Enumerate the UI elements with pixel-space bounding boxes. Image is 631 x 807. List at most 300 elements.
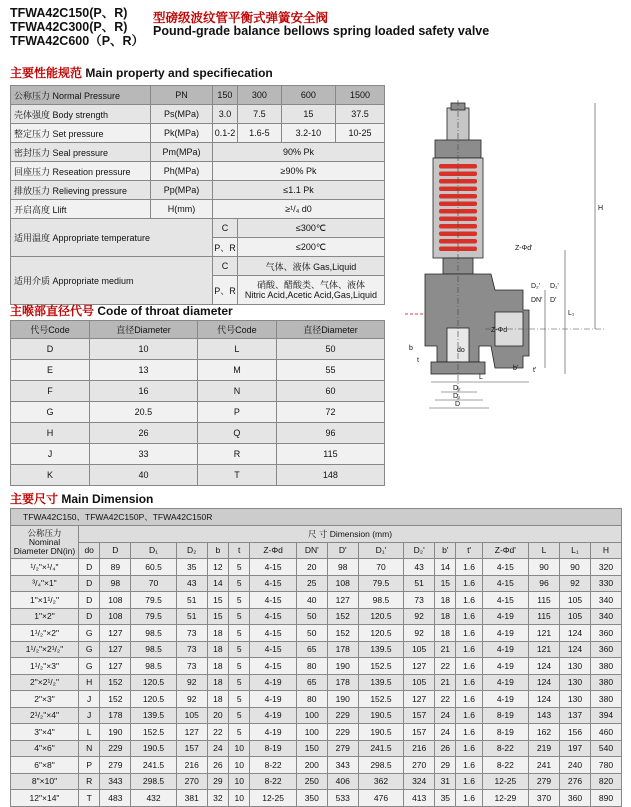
dimension-cell: 350: [296, 790, 327, 807]
dimension-cell: 139.5: [358, 641, 403, 658]
dimension-cell: 20: [207, 707, 228, 724]
dimension-table: [10, 508, 622, 807]
dimension-cell: 152.5: [358, 691, 403, 708]
dimension-cell: 1.6: [456, 724, 482, 741]
dimension-row: [11, 674, 622, 691]
dimension-row: [11, 691, 622, 708]
throat-cell: E: [11, 360, 90, 381]
dimension-nominal-cell: 2"×3": [11, 691, 79, 708]
dimension-cell: 8-19: [482, 724, 528, 741]
dimension-cell: 90: [560, 559, 591, 576]
dimension-cell: 79.5: [131, 592, 176, 609]
dimension-cell: 98: [100, 575, 131, 592]
throat-cell: 33: [89, 444, 197, 465]
dimension-cell: 190.5: [358, 707, 403, 724]
dimension-cell: 115: [529, 592, 560, 609]
throat-cell: M: [197, 360, 276, 381]
dimension-cell: 432: [131, 790, 176, 807]
dimension-cell: 29: [435, 757, 456, 774]
dimension-cell: 1.6: [456, 559, 482, 576]
dimension-cell: 8-22: [250, 757, 296, 774]
label-dn-prime: DN': [531, 297, 543, 304]
dimension-cell: 8-22: [482, 757, 528, 774]
dimension-cell: 152.5: [131, 724, 176, 741]
dimension-cell: 25: [296, 575, 327, 592]
spec-label: 开启高度 Llift: [11, 200, 151, 219]
label-h: H: [598, 205, 604, 212]
dimension-cell: 127: [176, 724, 207, 741]
spec-label: 密封压力 Seal pressure: [11, 143, 151, 162]
dimension-group-header: 尺 寸 Dimension (mm): [79, 526, 622, 543]
dimension-cell: 360: [560, 790, 591, 807]
dimension-cell: 124: [560, 641, 591, 658]
throat-col-diameter: 直径Diameter: [89, 321, 197, 339]
dimension-cell: 5: [229, 724, 250, 741]
dimension-row: [11, 592, 622, 609]
spec-symbol: Ps(MPa): [151, 105, 213, 124]
dimension-cell: 178: [327, 641, 358, 658]
dimension-cell: 115: [529, 608, 560, 625]
spec-cell: ≤300℃: [237, 219, 384, 238]
dimension-cell: 89: [100, 559, 131, 576]
dimension-cell: 130: [560, 658, 591, 675]
spec-symbol: Pk(MPa): [151, 124, 213, 143]
dimension-cell: 279: [327, 740, 358, 757]
spec-medium-en: Nitric Acid,Acetic Acid,Gas,Liquid: [244, 290, 377, 300]
dimension-cell: 1.6: [456, 575, 482, 592]
dimension-cell: 279: [529, 773, 560, 790]
spec-cell: ≤200℃: [237, 238, 384, 257]
dimension-cell: G: [79, 641, 100, 658]
dimension-cell: 343: [100, 773, 131, 790]
dimension-cell: 80: [296, 691, 327, 708]
throat-col-code: 代号Code: [197, 321, 276, 339]
spec-label: 整定压力 Set pressure: [11, 124, 151, 143]
dimension-cell: 330: [590, 575, 621, 592]
spec-symbol: Ph(MPa): [151, 162, 213, 181]
dimension-cell: 156: [560, 724, 591, 741]
label-d2: D₂: [453, 385, 461, 392]
throat-col-diameter: 直径Diameter: [276, 321, 384, 339]
dimension-cell: 10: [229, 740, 250, 757]
throat-col-code: 代号Code: [11, 321, 90, 339]
dimension-cell: 380: [590, 674, 621, 691]
dimension-cell: 137: [560, 707, 591, 724]
spec-cell: 150: [213, 86, 238, 105]
spec-cell: 37.5: [335, 105, 384, 124]
dimension-cell: 152: [327, 625, 358, 642]
dimension-cell: 394: [590, 707, 621, 724]
throat-heading: [10, 302, 233, 319]
spec-cell: ≥¹/₄ d0: [213, 200, 385, 219]
dimension-cell: 26: [207, 757, 228, 774]
dimension-cell: 5: [229, 625, 250, 642]
dimension-cell: 15: [207, 608, 228, 625]
dimension-cell: 92: [560, 575, 591, 592]
dimension-cell: 90: [529, 559, 560, 576]
spec-cell: 600: [281, 86, 335, 105]
dimension-nominal-cell: 4"×6": [11, 740, 79, 757]
spec-cell: 7.5: [237, 105, 281, 124]
dimension-row: [11, 658, 622, 675]
dimension-cell: 4-19: [250, 691, 296, 708]
model-600: TFWA42C600（P、R）: [10, 34, 145, 48]
dimension-cell: 105: [404, 641, 435, 658]
spec-cell: 1.6-5: [237, 124, 281, 143]
dimension-cell: 178: [327, 674, 358, 691]
dimension-cell: 190: [100, 724, 131, 741]
dimension-cell: L: [79, 724, 100, 741]
dimension-cell: D: [79, 608, 100, 625]
dimension-cell: 29: [207, 773, 228, 790]
dimension-cell: 79.5: [131, 608, 176, 625]
dimension-cell: 4-15: [250, 575, 296, 592]
model-300: TFWA42C300(P、R): [10, 20, 128, 34]
dimension-cell: 124: [529, 658, 560, 675]
dimension-cell: 124: [529, 674, 560, 691]
dimension-cell: 533: [327, 790, 358, 807]
model-list: [10, 6, 144, 48]
dimension-cell: 18: [435, 625, 456, 642]
dimension-cell: 229: [327, 724, 358, 741]
dimension-cell: 406: [327, 773, 358, 790]
dimension-cell: 51: [176, 592, 207, 609]
dimension-cell: 152: [327, 608, 358, 625]
spec-label: 排放压力 Relieving pressure: [11, 181, 151, 200]
throat-cell: G: [11, 402, 90, 423]
dimension-row: [11, 740, 622, 757]
spec-heading-cn: 主要性能规范: [10, 66, 83, 80]
throat-cell: 13: [89, 360, 197, 381]
spec-row-set: [11, 124, 385, 143]
dimension-cell: 240: [560, 757, 591, 774]
throat-cell: 60: [276, 381, 384, 402]
throat-row: [11, 423, 385, 444]
spec-cell: 90% Pk: [213, 143, 385, 162]
dimension-cell: 43: [404, 559, 435, 576]
dimension-nominal-cell: 6"×8": [11, 757, 79, 774]
dimension-model-row: [11, 509, 622, 526]
dimension-cell: 35: [435, 790, 456, 807]
dimension-cell: 476: [358, 790, 403, 807]
dimension-cell: 4-19: [482, 691, 528, 708]
dimension-cell: 96: [529, 575, 560, 592]
dimension-column-row: [11, 542, 622, 559]
spec-cell: ≤1.1 Pk: [213, 181, 385, 200]
throat-cell: Q: [197, 423, 276, 444]
dimension-cell: 100: [296, 724, 327, 741]
label-b-prime: b': [513, 365, 519, 372]
dimension-col-header: D₁': [358, 542, 403, 559]
dimension-cell: 8-19: [250, 740, 296, 757]
dimension-cell: 241.5: [131, 757, 176, 774]
dimension-cell: 100: [296, 707, 327, 724]
dimension-cell: G: [79, 658, 100, 675]
dimension-cell: 139.5: [358, 674, 403, 691]
dimension-cell: 362: [358, 773, 403, 790]
dimension-cell: 241: [529, 757, 560, 774]
label-d1: D₁: [453, 393, 461, 400]
dimension-cell: 270: [176, 773, 207, 790]
dimension-nominal-cell: 1"×2": [11, 608, 79, 625]
dimension-cell: 4-19: [482, 608, 528, 625]
dimension-cell: 127: [404, 658, 435, 675]
dimension-cell: 143: [529, 707, 560, 724]
dimension-cell: 127: [100, 641, 131, 658]
dimension-cell: 8-22: [482, 740, 528, 757]
dimension-cell: 4-15: [482, 559, 528, 576]
label-t-prime: t': [533, 367, 537, 374]
dimension-cell: 124: [529, 691, 560, 708]
dimension-cell: 1.6: [456, 608, 482, 625]
dimension-row: [11, 757, 622, 774]
dimension-cell: 5: [229, 691, 250, 708]
dimension-cell: 540: [590, 740, 621, 757]
dimension-cell: 5: [229, 674, 250, 691]
dimension-cell: 460: [590, 724, 621, 741]
dimension-cell: 298.5: [358, 757, 403, 774]
spec-cell: 15: [281, 105, 335, 124]
dimension-group-row: [11, 526, 622, 543]
dimension-cell: 340: [590, 592, 621, 609]
spec-medium-cn: 硝酸、醋酸类、气体、液体: [256, 280, 365, 290]
valve-body: [425, 103, 529, 374]
dimension-cell: 162: [529, 724, 560, 741]
dimension-cell: 73: [176, 641, 207, 658]
dimension-row: [11, 575, 622, 592]
throat-cell: 55: [276, 360, 384, 381]
dimension-cell: 320: [590, 559, 621, 576]
dimension-cell: 127: [100, 658, 131, 675]
dimension-cell: 890: [590, 790, 621, 807]
title-chinese: 型磅级波纹管平衡式弹簧安全阀: [153, 11, 329, 25]
dimension-cell: 12-25: [482, 773, 528, 790]
dimension-cell: 92: [176, 691, 207, 708]
dimension-cell: 360: [590, 641, 621, 658]
dimension-cell: 21: [435, 674, 456, 691]
spec-row-relieve: [11, 181, 385, 200]
dimension-cell: 150: [296, 740, 327, 757]
dimension-cell: 1.6: [456, 790, 482, 807]
dimension-cell: T: [79, 790, 100, 807]
dimension-cell: D: [79, 559, 100, 576]
dimension-cell: 178: [100, 707, 131, 724]
dimension-cell: 219: [529, 740, 560, 757]
dimension-cell: 4-15: [482, 575, 528, 592]
dimension-col-header: L₁: [560, 542, 591, 559]
dimension-cell: D: [79, 575, 100, 592]
dimension-nominal-header: 公称压力 Nominal Diameter DN(in): [11, 526, 79, 559]
spec-cell-multi: [237, 276, 384, 305]
dimension-cell: 4-15: [250, 559, 296, 576]
dimension-nominal-cell: 1"×1¹/₂": [11, 592, 79, 609]
dimension-cell: 70: [131, 575, 176, 592]
dimension-col-header: DN': [296, 542, 327, 559]
dimension-nominal-cell: 2¹/₂"×4": [11, 707, 79, 724]
spec-heading: [10, 64, 273, 81]
dimension-col-header: D': [327, 542, 358, 559]
spring-coil: [439, 172, 477, 177]
dimension-cell: 108: [100, 608, 131, 625]
dimension-col-header: t: [229, 542, 250, 559]
throat-cell: N: [197, 381, 276, 402]
dimension-cell: 120.5: [358, 608, 403, 625]
dimension-cell: 4-19: [482, 674, 528, 691]
dimension-cell: 127: [327, 592, 358, 609]
dimension-col-header: Z-Φd': [482, 542, 528, 559]
dimension-cell: J: [79, 691, 100, 708]
dimension-cell: 127: [404, 691, 435, 708]
dimension-cell: 105: [560, 592, 591, 609]
dimension-cell: 22: [207, 724, 228, 741]
dimension-cell: G: [79, 625, 100, 642]
dimension-row: [11, 641, 622, 658]
dimension-nominal-cell: 1¹/₂"×3": [11, 658, 79, 675]
label-do: do: [457, 347, 465, 354]
throat-cell: 50: [276, 339, 384, 360]
dimension-cell: 120.5: [358, 625, 403, 642]
spec-label: 适用温度 Appropriate temperature: [11, 219, 213, 257]
throat-cell: 148: [276, 465, 384, 486]
dimension-cell: 324: [404, 773, 435, 790]
dimension-cell: 31: [435, 773, 456, 790]
throat-table: [10, 320, 385, 486]
dimension-cell: 127: [100, 625, 131, 642]
dimension-cell: 4-19: [482, 641, 528, 658]
dimension-col-header: t': [456, 542, 482, 559]
dimension-row: [11, 707, 622, 724]
dimension-cell: 18: [435, 592, 456, 609]
dimension-cell: 197: [560, 740, 591, 757]
dimension-cell: 5: [229, 641, 250, 658]
dimension-cell: 121: [529, 641, 560, 658]
model-150: TFWA42C150(P、R): [10, 6, 128, 20]
dimension-cell: 381: [176, 790, 207, 807]
dimension-cell: 24: [435, 724, 456, 741]
dimension-cell: 4-19: [482, 658, 528, 675]
label-d-prime: D': [550, 297, 557, 304]
dimension-cell: 4-19: [250, 674, 296, 691]
dimension-cell: 105: [176, 707, 207, 724]
dimension-cell: 157: [176, 740, 207, 757]
spec-symbol: PN: [151, 86, 213, 105]
dimension-heading-cn: 主要尺寸: [10, 492, 59, 506]
dimension-cell: 92: [404, 625, 435, 642]
throat-cell: R: [197, 444, 276, 465]
dimension-cell: 98.5: [358, 592, 403, 609]
dimension-col-header: D₂: [176, 542, 207, 559]
dimension-cell: 276: [560, 773, 591, 790]
dimension-cell: 4-15: [250, 658, 296, 675]
dimension-cell: 60.5: [131, 559, 176, 576]
dimension-cell: 92: [176, 674, 207, 691]
dimension-cell: 12: [207, 559, 228, 576]
dimension-cell: 380: [590, 691, 621, 708]
dimension-cell: 70: [358, 559, 403, 576]
dimension-body: [11, 559, 622, 807]
dimension-cell: 5: [229, 575, 250, 592]
dimension-cell: 12-25: [250, 790, 296, 807]
dimension-cell: 32: [207, 790, 228, 807]
dimension-cell: 105: [560, 608, 591, 625]
dimension-cell: 216: [404, 740, 435, 757]
dimension-cell: 65: [296, 674, 327, 691]
dimension-cell: 1.6: [456, 707, 482, 724]
dimension-cell: 4-15: [250, 592, 296, 609]
dimension-cell: 15: [435, 575, 456, 592]
throat-cell: J: [11, 444, 90, 465]
dimension-cell: 380: [590, 658, 621, 675]
dimension-cell: 1.6: [456, 740, 482, 757]
dimension-cell: 152.5: [358, 658, 403, 675]
title-english: Pound-grade balance bellows spring loaded safety valve: [153, 24, 490, 38]
dimension-cell: 1.6: [456, 773, 482, 790]
throat-row: [11, 360, 385, 381]
dimension-cell: 98.5: [131, 625, 176, 642]
dimension-cell: 4-15: [250, 625, 296, 642]
throat-body: [11, 339, 385, 486]
dimension-cell: 4-19: [250, 724, 296, 741]
dimension-cell: R: [79, 773, 100, 790]
dimension-model-text: TFWA42C150、TFWA42C150P、TFWA42C150R: [11, 509, 622, 526]
dimension-row: [11, 724, 622, 741]
spec-heading-en: Main property and specifiecation: [85, 66, 273, 80]
dimension-cell: 298.5: [131, 773, 176, 790]
spec-cell: 300: [237, 86, 281, 105]
spec-cell: 1500: [335, 86, 384, 105]
dimension-cell: N: [79, 740, 100, 757]
throat-cell: T: [197, 465, 276, 486]
dimension-cell: 22: [435, 691, 456, 708]
dimension-col-header: D: [100, 542, 131, 559]
dimension-cell: 270: [404, 757, 435, 774]
dimension-cell: 92: [404, 608, 435, 625]
throat-heading-en: Code of throat diameter: [97, 304, 233, 318]
dimension-cell: 98.5: [131, 641, 176, 658]
dimension-cell: 5: [229, 658, 250, 675]
dimension-cell: 43: [176, 575, 207, 592]
dimension-cell: 12-29: [482, 790, 528, 807]
dimension-cell: 200: [296, 757, 327, 774]
dimension-col-header: b: [207, 542, 228, 559]
throat-cell: 26: [89, 423, 197, 444]
dimension-nominal-cell: 3"×4": [11, 724, 79, 741]
spec-symbol: Pm(MPa): [151, 143, 213, 162]
dimension-cell: 1.6: [456, 674, 482, 691]
dimension-cell: 229: [327, 707, 358, 724]
spec-code: C: [213, 219, 238, 238]
dimension-cell: 73: [176, 625, 207, 642]
dimension-cell: 4-15: [482, 592, 528, 609]
throat-cell: 115: [276, 444, 384, 465]
dimension-cell: 130: [560, 691, 591, 708]
dimension-cell: 21: [435, 641, 456, 658]
valve-drawing: [395, 100, 627, 415]
dimension-cell: 1.6: [456, 757, 482, 774]
dimension-cell: 190.5: [358, 724, 403, 741]
throat-row: [11, 381, 385, 402]
dimension-row: [11, 790, 622, 807]
label-d1-prime: D₁': [550, 283, 559, 290]
throat-cell: L: [197, 339, 276, 360]
spec-row-temp-c: [11, 219, 385, 238]
dimension-cell: 105: [404, 674, 435, 691]
throat-row: [11, 339, 385, 360]
label-b: b: [409, 345, 413, 352]
dimension-cell: 190: [327, 691, 358, 708]
dimension-nominal-cell: 1¹/₂"×2¹/₂": [11, 641, 79, 658]
label-d: D: [455, 401, 461, 408]
